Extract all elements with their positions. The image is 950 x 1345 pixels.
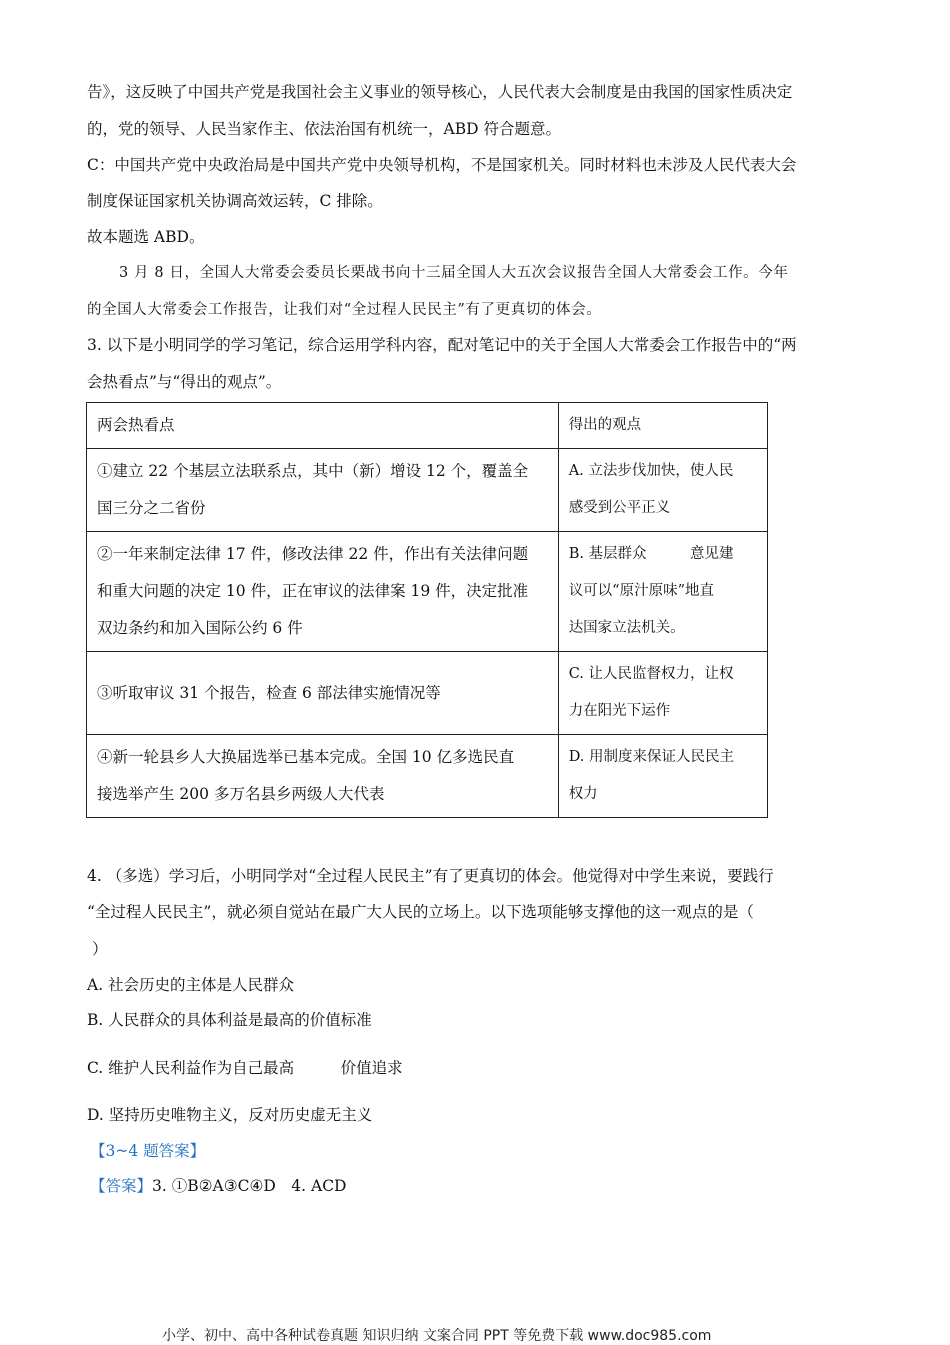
paragraph-line: 告》，这反映了中国共产党是我国社会主义事业的领导核心，人民代表大会制度是由我国的国家性质决定: [87, 83, 793, 101]
material-line: 的全国人大常委会工作报告，让我们对“全过程人民民主”有了更真切的体会。: [87, 302, 602, 318]
viewpoint-cell: A. 立法步伐加快，使人民 感受到公平正义: [558, 449, 767, 532]
answer-label: 【答案】: [90, 1177, 153, 1195]
option-d: D. 坚持历史唯物主义，反对历史虚无主义: [87, 1106, 373, 1124]
table-row: [87, 652, 768, 735]
paragraph-line: 的，党的领导、人民当家作主、依法治国有机统一，ABD 符合题意。: [87, 120, 561, 138]
viewpoint-cell: D. 用制度来保证人民民主 权力: [558, 735, 767, 818]
answer-line: [90, 1175, 347, 1197]
viewpoint-cell: C. 让人民监督权力，让权 力在阳光下运作: [558, 652, 767, 735]
option-a: A. 社会历史的主体是人民群众: [87, 976, 295, 994]
paragraph-line: C：中国共产党中央政治局是中国共产党中央领导机构，不是国家机关。同时材料也未涉及人民代表大会: [87, 156, 797, 174]
footer-ad: 小学、初中、高中各种试卷真题 知识归纳 文案合同 PPT 等免费下载 www.doc985.com: [162, 1328, 712, 1344]
question-4-stem: “全过程人民民主”，就必须自觉站在最广大人民的立场上。以下选项能够支撑他的这一观点的是（: [87, 903, 754, 921]
table-row: [87, 735, 768, 818]
material-line: 3 月 8 日，全国人大常委会委员长栗战书向十三届全国人大五次会议报告全国人大常委会工作。今年: [119, 265, 789, 281]
paragraph-line: 制度保证国家机关协调高效运转，C 排除。: [87, 192, 383, 210]
paragraph-line: 故本题选 ABD。: [87, 228, 205, 246]
header-hot-topics: 两会热看点: [87, 403, 559, 449]
header-viewpoints: 得出的观点: [558, 403, 767, 449]
hot-topic-cell: ①建立 22 个基层立法联系点，其中（新）增设 12 个，覆盖全 国三分之二省份: [87, 449, 559, 532]
question-4-stem: ）: [92, 940, 108, 958]
notes-table: [86, 402, 768, 818]
hot-topic-cell: ②一年来制定法律 17 件，修改法律 22 件，作出有关法律问题 和重大问题的决定 10 件，正在审议的法律案 19 件，决定批准 双边条约和加入国际公约 6 件: [87, 532, 559, 652]
question-3-stem: 会热看点”与“得出的观点”。: [87, 373, 282, 391]
question-4-stem: 4. （多选）学习后，小明同学对“全过程人民民主”有了更真切的体会。他觉得对中学生来说，要践行: [87, 867, 774, 885]
hot-topic-cell: ③听取审议 31 个报告，检查 6 部法律实施情况等: [87, 652, 559, 735]
table-row: [87, 449, 768, 532]
table-header-row: [87, 403, 768, 449]
table-row: [87, 532, 768, 652]
answer-section-title: 【3~4 题答案】: [90, 1142, 206, 1160]
option-c: C. 维护人民利益作为自己最高 价值追求: [87, 1059, 403, 1077]
option-b: B. 人民群众的具体利益是最高的价值标准: [87, 1011, 372, 1029]
answer-text: 3. ①B②A③C④D 4. ACD: [152, 1177, 347, 1195]
question-3-stem: 3. 以下是小明同学的学习笔记，综合运用学科内容，配对笔记中的关于全国人大常委会工作报告中的“两: [87, 336, 797, 354]
viewpoint-cell: B. 基层群众 意见建 议可以“原汁原味”地直 达国家立法机关。: [558, 532, 767, 652]
hot-topic-cell: ④新一轮县乡人大换届选举已基本完成。全国 10 亿多选民直 接选举产生 200 多万名县乡两级人大代表: [87, 735, 559, 818]
